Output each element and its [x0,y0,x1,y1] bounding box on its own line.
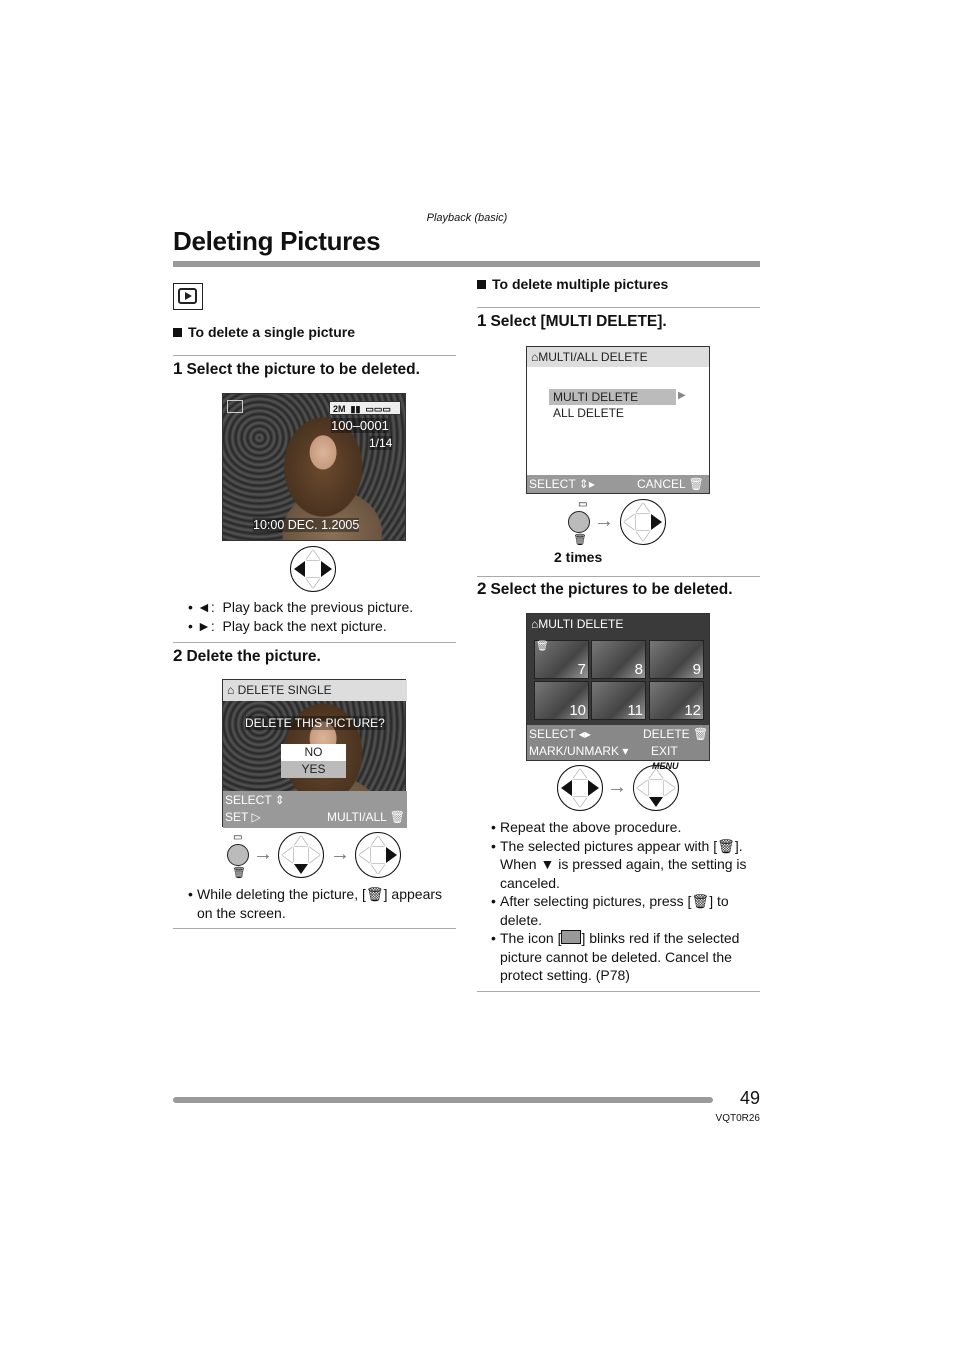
divider [173,928,456,929]
play-icon [227,400,243,413]
bullet-prev: • ◄: Play back the previous picture. [188,599,414,615]
thumbnail-number: 11 [627,702,643,719]
option-yes[interactable]: YES [281,761,346,778]
playback-screen [222,393,406,541]
bullet-item: • Repeat the above procedure. [491,819,682,835]
delete-single-screen [222,679,406,827]
arrow-icon: → [253,843,273,865]
bullet-item: • After selecting pictures, press [🗑] to delete. [491,893,729,928]
title-divider [173,261,760,267]
playback-mode-icon [173,283,203,310]
dpad-left-right-icon [290,546,336,592]
screen-title-bar: ⌂ DELETE SINGLE [223,680,407,701]
thumbnail[interactable] [591,640,646,679]
bullet-next: • ►: Play back the next picture. [188,618,387,634]
page-number: 49 [739,1088,760,1108]
step-1-multiple: 1 Select [MULTI DELETE]. [477,311,667,330]
divider [477,991,760,992]
thumbnail[interactable] [591,681,646,720]
model-code: VQT0R26 [715,1113,760,1124]
divider [477,576,760,577]
step-2-multiple: 2 Select the pictures to be deleted. [477,579,733,598]
section-label: Playback (basic) [426,212,508,224]
screen-title-bar: ⌂MULTI/ALL DELETE [527,347,709,367]
protect-icon [561,930,581,944]
thumbnail-number: 7 [577,661,586,678]
delete-button-icon [568,511,590,533]
thumbnail[interactable] [534,681,589,720]
footer-bar [173,1097,713,1103]
bullet-item: • The icon [ ] blinks red if the selected picture cannot be deleted. Cancel the protect setting. (P78) [491,930,740,983]
screen-title: ⌂MULTI DELETE [531,617,624,631]
thumbnail-number: 12 [684,702,701,719]
dpad-down-icon [633,765,679,811]
bullet-item: • The selected pictures appear with [🗑]. When ▼ is pressed again, the setting is canceled. [491,837,747,891]
divider [173,355,456,356]
arrow-icon: → [330,843,350,865]
status-icons: 2M ▮▮ ▭▭▭ [329,401,401,415]
display-icon: ▭ [578,499,588,510]
thumbnail[interactable] [649,681,704,720]
date-time: 10:00 DEC. 1.2005 [253,518,360,532]
multi-delete-screen [526,613,710,771]
step-1-single: 1 Select the picture to be deleted. [173,359,420,378]
arrow-icon: → [594,510,614,532]
divider [173,642,456,643]
picture-count: 1/14 [369,436,393,450]
file-number: 100–0001 [331,418,389,433]
delete-button-icon [227,844,249,866]
option-all-delete[interactable]: ALL DELETE [549,405,676,421]
arrow-icon: → [607,776,627,798]
trash-icon: 🗑 [232,867,246,879]
thumbnail[interactable] [534,640,589,679]
screen-footer: SELECT ⇕▸ CANCEL 🗑 [527,475,709,493]
divider [477,307,760,308]
screen-footer: SELECT ◂▸ DELETE 🗑 MARK/UNMARK ▾ EXIT MENU [529,727,709,771]
dpad-right-icon [557,765,603,811]
subheading-multiple: To delete multiple pictures [477,276,668,292]
trash-mark-icon: 🗑 [536,641,549,652]
step-2-single: 2 Delete the picture. [173,646,321,665]
multi-all-delete-screen: ⌂MULTI/ALL DELETE MULTI DELETE ▶ ALL DELETE SELECT ⇕▸ CANCEL 🗑 [526,346,710,494]
screen-footer: SELECT ⇕ SET ▷ MULTI/ALL 🗑 [223,791,407,828]
dpad-up-icon [278,832,324,878]
right-bullets [491,818,760,985]
thumbnail-number: 9 [692,661,701,678]
option-multi-delete[interactable]: MULTI DELETE [549,389,676,405]
times-label: 2 times [554,549,603,565]
delete-question: DELETE THIS PICTURE? [245,716,385,730]
dpad-right-icon [355,832,401,878]
display-icon: ▭ [233,832,243,843]
page-title: Deleting Pictures [173,226,381,256]
thumbnail-number: 8 [634,661,643,678]
note-trash: • While deleting the picture, [🗑] appears on the screen. [188,886,443,921]
subheading-single: To delete a single picture [173,324,355,340]
thumbnail[interactable] [649,640,704,679]
trash-icon: 🗑 [573,534,587,546]
option-no[interactable]: NO [281,744,346,761]
dpad-right-icon [620,499,666,545]
thumbnail-number: 10 [569,702,586,719]
